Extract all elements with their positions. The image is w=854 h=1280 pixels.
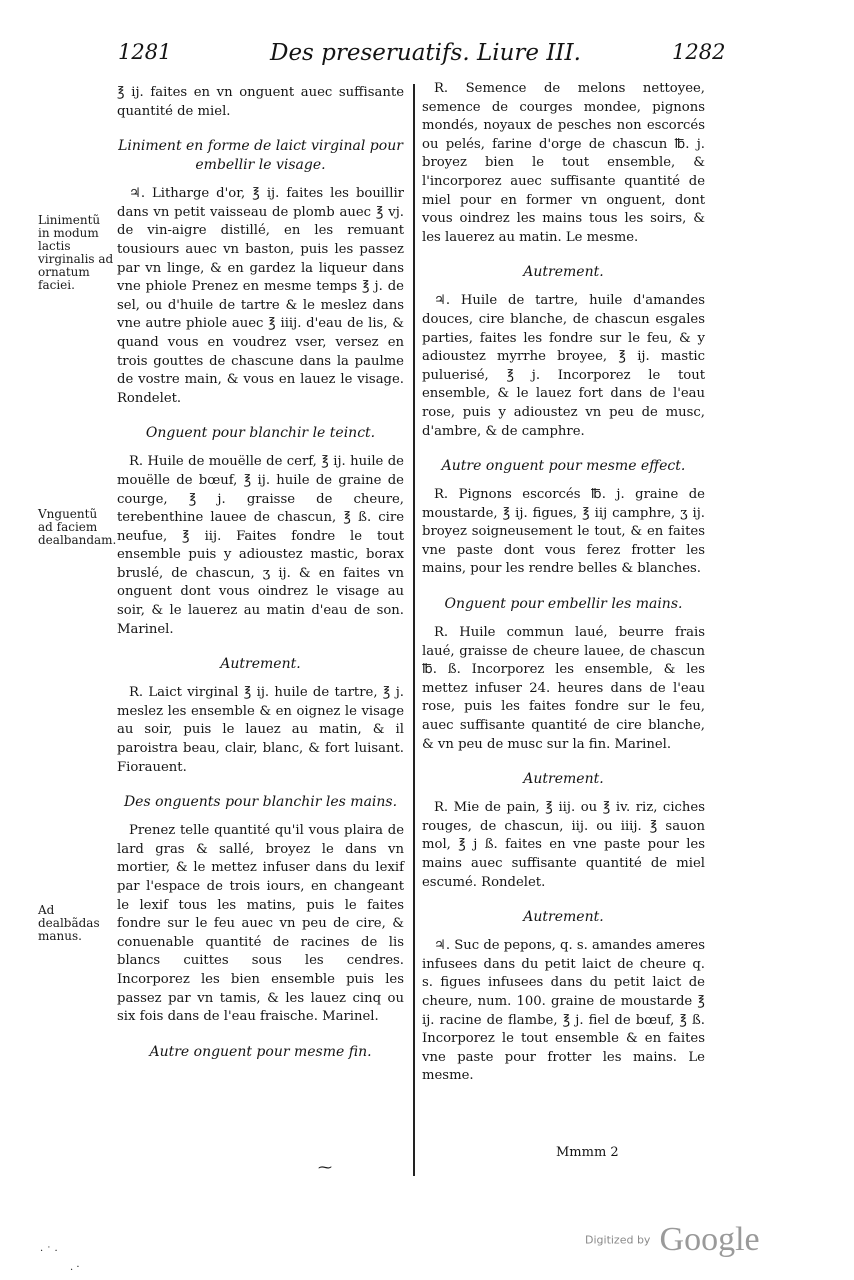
section-heading: Autrement. [220,656,301,673]
margin-note: Ad dealbãdas manus. [38,903,100,943]
paragraph: R. Pignons escorcés ℔. j. graine de moustarde, ℥ ij. figues, ℥ iij camphre, ʒ ij. broyez soigneusement le tout, & en faites vne paste dont vous ferez frotter les mains, pour les rendre belles & blanches. [422,487,705,577]
google-logo: Google [659,1221,760,1258]
section-heading: Onguent pour embellir les mains. [444,596,683,613]
paragraph: R. Semence de melons nettoyee, semence de courges mondee, pignons mondés, noyaux de pesches non escorcés ou pelés, farine d'orge de chascun ℔. j. broyez bien le tout ensemble, & l'incorporez auec suffisante quantité de miel pour en former vn onguent, dont vous oindrez les mains tous les soirs, & les lauerez au matin. Le mesme. [422,81,705,245]
catchword: Mmmm 2 [556,1145,619,1160]
running-title: Des preseruatifs. Liure III. [270,40,581,66]
section-heading: Autrement. [523,771,604,788]
section-heading: Autrement. [523,909,604,926]
left-column [117,84,404,1072]
paragraph: ♃. Litharge d'or, ℥ ij. faites les bouillir dans vn petit vaisseau de plomb auec ℥ vj. de vin-aigre distillé, en les remuant tousiours auec vn baston, puis les passez par vn linge, & en gardez la liqueur dans vne phiole Prenez en mesme temps ℥ j. de sel, ou d'huile de tartre & le meslez dans vne autre phiole auec ℥ iiij. d'eau de lis, & quand vous en voudrez vser, versez en trois gouttes de chascune dans la paulme de vostre main, & vous en lauez le visage. Rondelet. [117,186,404,406]
paragraph: R. Laict virginal ℥ ij. huile de tartre, ℥ j. meslez les ensemble & en oignez le visage au soir, puis le lauez au matin, & il paroistra beau, clair, blanc, & fort luisant. Fiorauent. [117,685,404,775]
digitized-watermark [585,1221,760,1259]
watermark-small: Digitized by [585,1233,651,1247]
paragraph: R. Huile de mouëlle de cerf, ℥ ij. huile de mouëlle de bœuf, ℥ ij. huile de graine de courge, ℥ j. graisse de cheure, terebenthine lauee de chascun, ℥ ß. cire neufue, ℥ iij. Faites fondre le tout ensemble puis y adioustez mastic, borax bruslé, de chascun, ʒ ij. & en faites vn onguent dont vous oindrez le visage au soir, & le lauerez au matin d'eau de son. Marinel. [117,454,404,637]
ink-speck: · ˙ · [40,1246,58,1257]
paragraph: R. Mie de pain, ℥ iij. ou ℥ iv. riz, ciches rouges, de chascun, iij. ou iiij. ℥ sauon mol, ℥ j ß. faites en vne paste pour les mains auec suffisante quantité de miel escumé. Rondelet. [422,800,705,890]
page-number-left: 1281 [118,40,172,64]
section-heading: Des onguents pour blanchir les mains. [123,794,398,811]
paragraph: ♃. Suc de pepons, q. s. amandes ameres infusees dans du petit laict de cheure q. s. figues infusees dans du petit laict de cheure, num. 100. graine de moustarde ℥ ij. racine de flambe, ℥ j. fiel de bœuf, ℥ ß. Incorporez le tout ensemble & en faites vne paste pour frotter les mains. Le mesme. [422,938,705,1084]
column-divider [413,84,415,1176]
section-heading: Liniment en forme de laict virginal pour embellir le visage. [118,138,403,174]
section-heading: Autrement. [523,264,604,281]
paragraph: ℥ ij. faites en vn onguent auec suffisante quantité de miel. [117,85,404,119]
section-heading: Autre onguent pour mesme fin. [149,1043,372,1060]
section-heading: Autre onguent pour mesme effect. [441,458,686,475]
ornament-mark: ⁓ [318,1160,332,1176]
margin-note: Vnguentũ ad faciem dealbandam. [38,507,117,547]
section-heading: Onguent pour blanchir le teinct. [145,425,376,442]
paragraph: ♃. Huile de tartre, huile d'amandes douces, cire blanche, de chascun esgales parties, faites les fondre sur le feu, & y adioustez myrrhe broyee, ℥ ij. mastic puluerisé, ℥ j. Incorporez le tout ensemble, & le lauez fort dans de l'eau rose, puis y adioustez vn peu de musc, d'ambre, & de camphre. [422,293,705,439]
page-number-right: 1282 [672,40,726,64]
margin-note: Linimentũ in modum lactis virginalis ad ornatum faciei. [38,213,114,292]
right-column [422,80,705,1086]
ink-speck: . · [70,1262,80,1273]
paragraph: R. Huile commun laué, beurre frais laué, graisse de cheure lauee, de chascun ℔. ß. Incorporez les ensemble, & les mettez infuser 24. heures dans de l'eau rose, puis les faites fondre sur le feu, auec suffisante quantité de cire blanche, & vn peu de musc sur la fin. Marinel. [422,625,705,752]
paragraph: Prenez telle quantité qu'il vous plaira de lard gras & sallé, broyez le dans vn mortier, & le mettez infuser dans du lexif par l'espace de trois iours, en changeant le lexif tous les matins, puis le faites fondre sur le feu auec vn peu de cire, & conuenable quantité de racines de lis blancs cuittes sous les cendres. Incorporez les bien ensemble puis les passez par vn tamis, & les lauez cinq ou six fois dans de l'eau fraische. Marinel. [117,823,404,1025]
